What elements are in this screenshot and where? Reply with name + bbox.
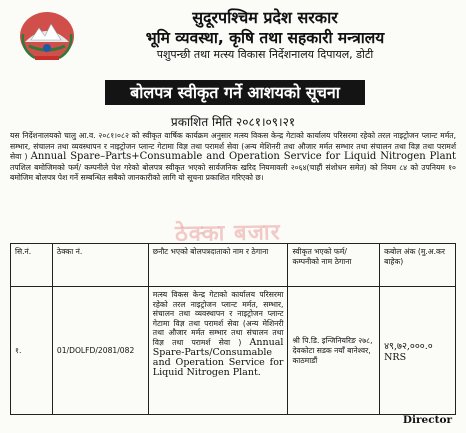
table-header-row — [11, 244, 456, 287]
cell-description — [148, 287, 288, 415]
table-row — [11, 287, 456, 415]
published-date: प्रकाशित मिति २०८१।०९।२१ — [170, 115, 296, 129]
notice-title: बोलपत्र स्वीकृत गर्ने आशयको सूचना — [105, 80, 365, 105]
body-text-english: Annual Spare–Parts+Consumable and Operation Service for Liquid Nitrogen Plant — [30, 151, 456, 162]
bid-amount: ४९,७२,०००.० — [384, 340, 433, 352]
nepal-emblem-icon — [17, 6, 77, 62]
body-text-1: यस निर्देशनालयको चालु आ.व. २०८१।०८२ को स्वीकृत वार्षिक कार्यक्रम अनुसार मत्स्य विकस केन्द्र गेटाको कार्यालय परिसरमा रहेको तरल नाइट्रोजन प्लान्ट मर्मत, सम्भार, संचालन तथा व्यवस्थापन र नाइट्रोजन प्लान्ट गेटामा विज्ञ तथा परामर्श सेवा (अन्य मेशिनरी तथा औजार मर्मत सम्भार तथा संचालन तथा विज्ञ तथा परामर्श सेवा ) — [10, 131, 456, 161]
header-description: छनौट भएको बोलपत्रदाताको नाम र ठेगाना — [148, 244, 288, 287]
government-name: सुदूरपश्चिम प्रदेश सरकार — [192, 8, 338, 27]
description-english: Annual Spare-Parts/Consumable and Operation Service for Liquid Nitrogen Plant. — [152, 336, 284, 378]
header-amount: कबोल अंक (मु.अ.कर बाहेक) — [380, 244, 456, 287]
body-text-2: तपशिल बमोजिमको फर्म/ कम्पनीले पेश गरेको बोलपत्र स्वीकृत भएको सार्वजनिक खरिद नियमावली २०६४(चाहौं संशोधन समेत) को नियम ८४ को उपनियम १० बमोजिम बोलपत्र पेश गर्ने सम्बन्धित सबैको जानकारीको लागि यो सूचना प्रकाशित गरिएको छ। — [10, 162, 456, 182]
signature-title: Director — [402, 414, 452, 426]
cell-sn: १. — [11, 287, 53, 415]
award-table — [10, 243, 456, 415]
watermark-logo: ठेक्का बजार — [174, 220, 281, 248]
cell-bidder: श्री पि.डि. इन्जिनियरिङ २७८, देवकोटा सडक नयाँ बानेश्वर, काठमाडौं — [288, 287, 380, 415]
header-sn: सि.नं. — [11, 244, 53, 287]
description-nepali: मत्स्य विकस केन्द्र गेटाको कार्यालय परिसरमा रहेको तरल नाइट्रोजन प्लान्ट मर्मत, सम्भार, संचालन तथा व्यवस्थापन र नाइट्रोजन प्लान्ट गेटामा विज्ञ तथा परामर्श सेवा (अन्य मेशिनरी तथा औजार मर्मत सम्भार तथा संचालन तथा विज्ञ तथा परामर्श सेवा ) — [152, 290, 284, 347]
cell-amount — [380, 287, 456, 415]
cell-contract-no: 01/DOLFD/2081/082 — [52, 287, 148, 415]
header-contract-no: ठेक्का नं. — [52, 244, 148, 287]
bid-currency: NRS — [384, 351, 407, 363]
directorate-name: पशुपन्छी तथा मत्स्य विकास निर्देशनालय दिपायल, डोटी — [156, 48, 374, 61]
ministry-name: भूमि व्यवस्था, कृषि तथा सहकारी मन्त्रालय — [145, 29, 385, 47]
notice-body — [10, 131, 456, 184]
header-bidder: स्वीकृत भएको फर्म/ कम्पनीको नाम ठेगाना — [288, 244, 380, 287]
